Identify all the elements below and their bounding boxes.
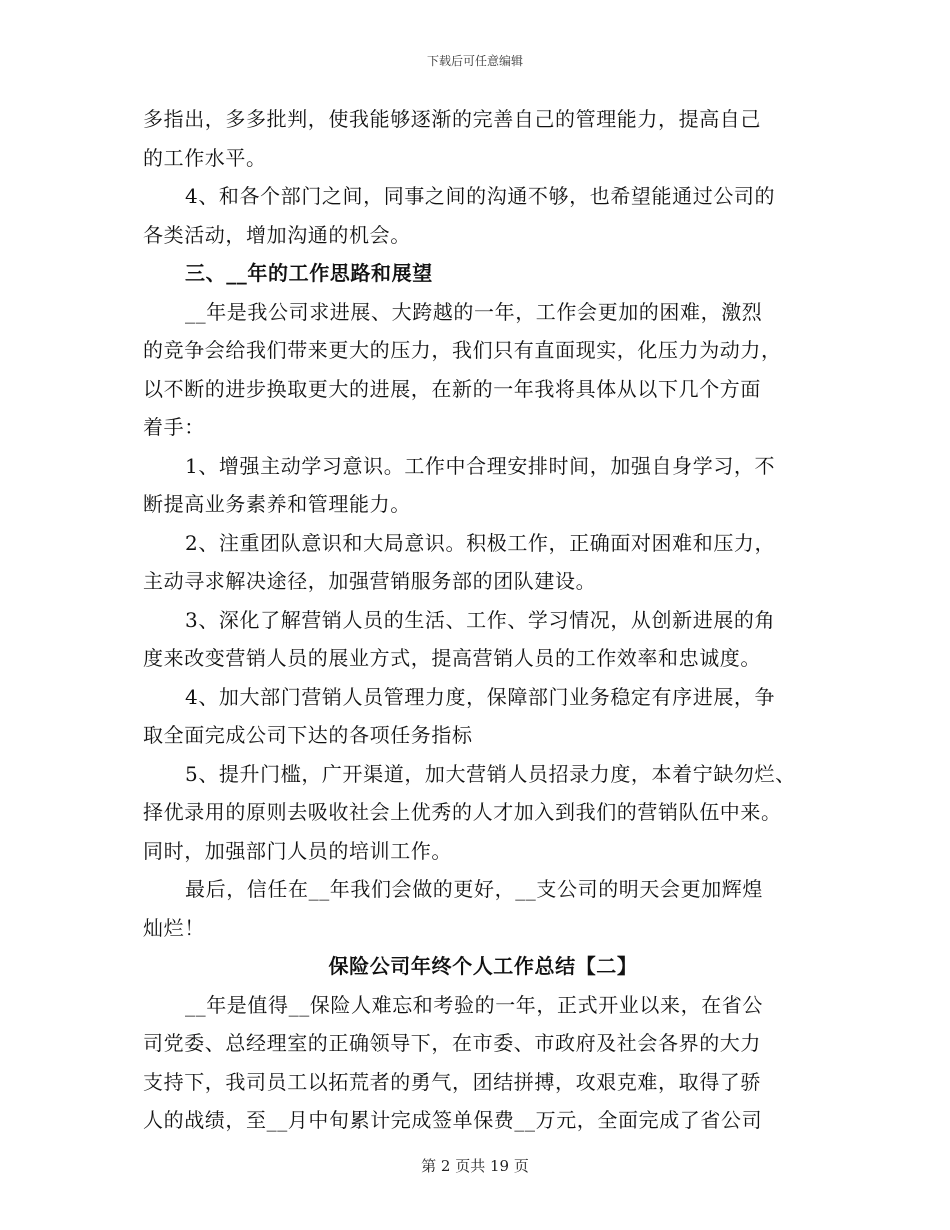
article-title: 保险公司年终个人工作总结【二】 — [328, 954, 638, 978]
body-line: 4、加大部门营销人员管理力度，保障部门业务稳定有序进展，争 — [185, 684, 776, 709]
body-line: 断提高业务素养和管理能力。 — [143, 492, 411, 516]
page-header: 下载后可任意编辑 — [426, 54, 523, 68]
body-line: 支持下，我司员工以拓荒者的勇气，团结拼搏，攻艰克难，取得了骄 — [143, 1069, 761, 1094]
body-line: 灿烂！ — [143, 915, 205, 940]
body-line: 的工作水平。 — [143, 145, 267, 170]
body-line: 5、提升门槛，广开渠道，加大营销人员招录力度，本着宁缺勿烂、 — [185, 761, 796, 786]
body-line: 着手： — [143, 415, 205, 439]
body-line: __年是我公司求进展、大跨越的一年，工作会更加的困难，激烈 — [185, 299, 763, 324]
body-line: 以不断的进步换取更大的进展，在新的一年我将具体从以下几个方面 — [143, 376, 761, 401]
body-line: 取全面完成公司下达的各项任务指标 — [143, 723, 473, 747]
body-line: 4、和各个部门之间，同事之间的沟通不够，也希望能通过公司的 — [185, 184, 776, 208]
body-line: 度来改变营销人员的展业方式，提高营销人员的工作效率和忠诚度。 — [143, 646, 761, 670]
body-line: 司党委、总经理室的正确领导下，在市委、市政府及社会各界的大力 — [143, 1031, 761, 1055]
body-line: 主动寻求解决途径，加强营销服务部的团队建设。 — [143, 569, 597, 593]
body-line: 择优录用的原则去吸收社会上优秀的人才加入到我们的营销队伍中来。 — [143, 800, 782, 824]
page-number: 第 2 页共 19 页 — [421, 1157, 529, 1175]
section-heading: 三、__年的工作思路和展望 — [185, 261, 433, 285]
body-line: 3、深化了解营销人员的生活、工作、学习情况，从创新进展的角 — [185, 607, 776, 632]
body-line: 1、增强主动学习意识。工作中合理安排时间，加强自身学习，不 — [185, 453, 776, 478]
body-line: 最后，信任在__年我们会做的更好，__支公司的明天会更加辉煌 — [185, 877, 763, 901]
body-line: __年是值得__保险人难忘和考验的一年，正式开业以来，在省公 — [185, 992, 763, 1017]
body-line: 人的战绩，至__月中旬累计完成签单保费__万元，全面完成了省公司 — [143, 1108, 763, 1132]
body-line: 的竞争会给我们带来更大的压力，我们只有直面现实，化压力为动力， — [143, 338, 782, 362]
body-line: 2、注重团队意识和大局意识。积极工作，正确面对困难和压力， — [185, 530, 776, 555]
body-line: 各类活动，增加沟通的机会。 — [143, 222, 411, 247]
document-body — [143, 100, 823, 1140]
body-line: 同时，加强部门人员的培训工作。 — [143, 838, 452, 863]
body-line: 多指出，多多批判，使我能够逐渐的完善自己的管理能力，提高自己 — [143, 107, 761, 131]
